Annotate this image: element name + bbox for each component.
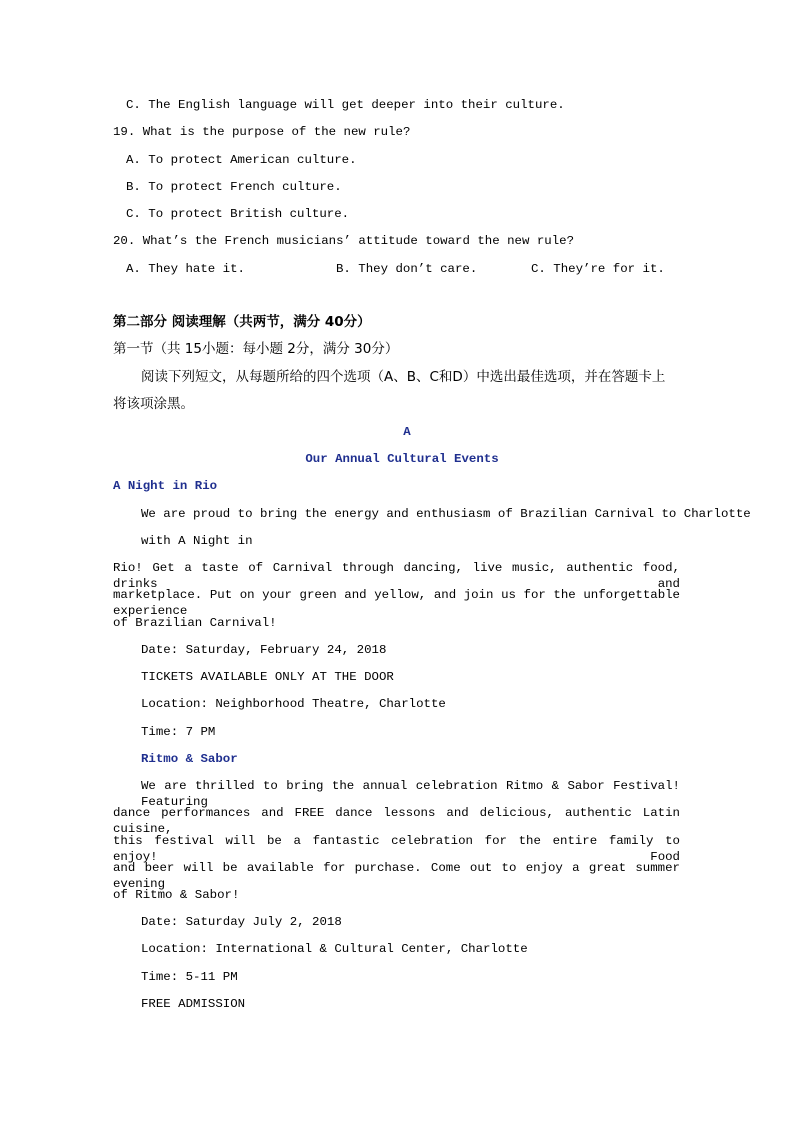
q20-option-c: C. They’re for it. [531, 262, 665, 276]
event1-para-line4: marketplace. Put on your green and yellow, and join us for the unforgettable experience [113, 588, 680, 618]
passage-title: Our Annual Cultural Events [305, 452, 499, 466]
instructions-line1: 阅读下列短文，从每题所给的四个选项（A、B、C和D）中选出最佳选项，并在答题卡上 [141, 369, 666, 385]
event1-tickets: TICKETS AVAILABLE ONLY AT THE DOOR [141, 670, 394, 684]
event2-time: Time: 5-11 PM [141, 970, 238, 984]
q18-option-c: C. The English language will get deeper into their culture. [126, 98, 565, 112]
event1-date: Date: Saturday, February 24, 2018 [141, 643, 387, 657]
event2-para-line4: and beer will be available for purchase. Come out to enjoy a great summer evening [113, 861, 680, 891]
passage-letter: A [403, 425, 411, 439]
section1-heading: 第一节（共 15小题：每小题 2分，满分 30分） [113, 341, 399, 357]
event2-location: Location: International & Cultural Center, Charlotte [141, 942, 528, 956]
event1-location: Location: Neighborhood Theatre, Charlotte [141, 697, 446, 711]
q19-option-b: B. To protect French culture. [126, 180, 342, 194]
event1-para-line3: Rio! Get a taste of Carnival through dancing, live music, authentic food, drinks and [113, 561, 680, 591]
q19-option-c: C. To protect British culture. [126, 207, 350, 221]
event2-date: Date: Saturday July 2, 2018 [141, 915, 342, 929]
q20-option-b: B. They don’t care. [336, 262, 478, 276]
event2-para-line5: of Ritmo & Sabor! [113, 888, 240, 902]
event2-admission: FREE ADMISSION [141, 997, 246, 1011]
event2-para-line2: dance performances and FREE dance lessons and delicious, authentic Latin cuisine, [113, 806, 680, 836]
q20-option-a: A. They hate it. [126, 262, 245, 276]
event1-name: A Night in Rio [113, 479, 218, 493]
event2-para-line1: We are thrilled to bring the annual celebration Ritmo & Sabor Festival! Featuring [141, 779, 680, 809]
event1-time: Time: 7 PM [141, 725, 216, 739]
event1-para-line2: with A Night in [141, 534, 253, 548]
q19-option-a: A. To protect American culture. [126, 153, 357, 167]
event1-para-line1: We are proud to bring the energy and enthusiasm of Brazilian Carnival to Charlotte [141, 507, 751, 521]
event2-para-line3: this festival will be a fantastic celebration for the entire family to enjoy! Food [113, 834, 680, 864]
event1-para-line5: of Brazilian Carnival! [113, 616, 277, 630]
part2-heading: 第二部分 阅读理解（共两节，满分 40分） [113, 314, 371, 330]
instructions-line2: 将该项涂黑。 [113, 396, 194, 412]
q19-question: 19. What is the purpose of the new rule? [113, 125, 411, 139]
event2-name: Ritmo & Sabor [141, 752, 238, 766]
q20-question: 20. What’s the French musicians’ attitude toward the new rule? [113, 234, 575, 248]
